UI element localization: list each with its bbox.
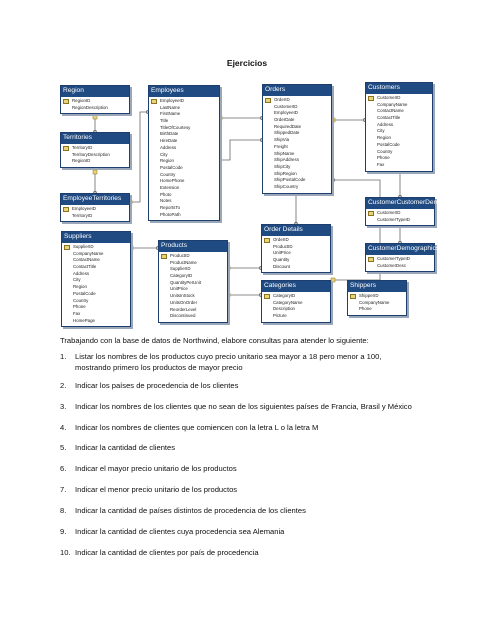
table-field bbox=[62, 244, 130, 251]
field-name: ReorderLevel bbox=[170, 306, 197, 312]
field-name: CompanyName bbox=[359, 299, 390, 305]
table-field bbox=[159, 286, 227, 293]
table-field bbox=[263, 157, 331, 164]
field-name: CustomerTypeID bbox=[377, 216, 410, 222]
field-name: RegionID bbox=[72, 158, 91, 164]
field-name: Picture bbox=[273, 313, 287, 319]
field-name: UnitPrice bbox=[273, 250, 291, 256]
exercise-text-line: Indicar los países de procedencia de los clientes bbox=[75, 381, 239, 390]
table-field bbox=[62, 284, 130, 291]
exercise-number: 7. bbox=[60, 485, 67, 494]
key-icon bbox=[264, 238, 270, 243]
table-field bbox=[262, 257, 330, 264]
field-name: HomePage bbox=[73, 317, 95, 323]
table-field bbox=[263, 110, 331, 117]
table-field bbox=[159, 300, 227, 307]
table-field bbox=[262, 250, 330, 257]
table-field bbox=[149, 178, 219, 185]
field-name: CategoryName bbox=[273, 299, 303, 305]
table-field bbox=[262, 300, 330, 307]
table-field bbox=[62, 311, 130, 318]
exercise-text bbox=[75, 485, 480, 496]
field-name: EmployeeID bbox=[160, 98, 184, 103]
table-customerdemographics bbox=[365, 243, 440, 272]
field-name: Phone bbox=[359, 306, 372, 312]
key-icon bbox=[368, 257, 374, 262]
field-name: PhotoPath bbox=[160, 211, 181, 217]
table-field bbox=[263, 184, 331, 191]
field-name: OrderID bbox=[273, 237, 289, 242]
field-name: LastName bbox=[160, 104, 181, 110]
field-name: TerritoryID bbox=[72, 212, 93, 218]
key-icon bbox=[63, 99, 69, 104]
table-field bbox=[263, 97, 331, 104]
table-field bbox=[366, 108, 432, 115]
field-name: Discount bbox=[273, 263, 291, 269]
field-name: Notes bbox=[160, 198, 172, 204]
table-title: Order Details bbox=[262, 225, 330, 236]
table-field bbox=[366, 102, 432, 109]
exercise-text bbox=[75, 506, 480, 517]
field-name: ContactTitle bbox=[377, 115, 401, 121]
table-field bbox=[62, 277, 130, 284]
field-name: UnitPrice bbox=[170, 286, 188, 292]
exercise-text-line: Listar los nombres de los productos cuyo precio unitario sea mayor a 18 pero menor a 100, bbox=[75, 352, 382, 361]
table-field bbox=[263, 164, 331, 171]
table-field bbox=[149, 98, 219, 105]
exercise-text-line: Indicar los nombres de clientes que comiencen con la letra L o la letra M bbox=[75, 423, 319, 432]
exercise-number: 10. bbox=[60, 548, 71, 557]
field-name: Address bbox=[377, 121, 394, 127]
exercise-number: 4. bbox=[60, 423, 67, 432]
table-order-details bbox=[261, 224, 331, 273]
table-field bbox=[149, 172, 219, 179]
exercise-number: 3. bbox=[60, 402, 67, 411]
field-name: ShipRegion bbox=[274, 170, 297, 176]
field-name: Region bbox=[160, 158, 174, 164]
exercise-number: 6. bbox=[60, 464, 67, 473]
field-name: UnitsInStock bbox=[170, 293, 195, 299]
field-name: ShipName bbox=[274, 150, 295, 156]
key-icon bbox=[350, 294, 356, 299]
field-name: CustomerTypeID bbox=[377, 256, 410, 261]
table-title: Customers bbox=[366, 83, 432, 94]
relationship-line bbox=[130, 112, 148, 202]
exercise-text-line: Indicar la cantidad de países distintos de procedencia de los clientes bbox=[75, 506, 306, 515]
table-field bbox=[62, 318, 130, 325]
field-name: CompanyName bbox=[73, 250, 104, 256]
table-field bbox=[366, 142, 432, 149]
table-field bbox=[149, 198, 219, 205]
table-field bbox=[366, 95, 432, 102]
field-name: OrderID bbox=[274, 97, 290, 102]
field-name: HomePhone bbox=[160, 178, 185, 184]
field-name: QuantityPerUnit bbox=[170, 279, 201, 285]
table-field bbox=[61, 158, 129, 165]
field-name: CustomerID bbox=[377, 95, 401, 100]
field-name: Country bbox=[73, 297, 89, 303]
table-field bbox=[366, 217, 434, 224]
field-name: ShippedDate bbox=[274, 130, 300, 136]
table-field bbox=[348, 293, 406, 300]
table-title: Employees bbox=[149, 86, 219, 97]
table-field bbox=[149, 118, 219, 125]
field-name: Address bbox=[73, 270, 90, 276]
exercise-number: 2. bbox=[60, 381, 67, 390]
table-field bbox=[366, 122, 432, 129]
key-end-icon bbox=[93, 170, 97, 174]
table-title: Territories bbox=[61, 133, 129, 144]
table-field bbox=[149, 212, 219, 219]
table-field bbox=[62, 257, 130, 264]
field-name: CustomerDesc bbox=[377, 262, 407, 268]
table-field bbox=[149, 158, 219, 165]
exercise-text-line: Indicar el mayor precio unitario de los productos bbox=[75, 464, 237, 473]
table-field bbox=[159, 293, 227, 300]
field-name: ProductID bbox=[170, 253, 190, 258]
field-name: ProductName bbox=[170, 259, 197, 265]
field-name: FirstName bbox=[160, 111, 181, 117]
field-name: ShipperID bbox=[359, 293, 379, 298]
field-name: BirthDate bbox=[160, 131, 179, 137]
table-customercustomerdemo bbox=[365, 197, 443, 226]
table-field bbox=[366, 135, 432, 142]
table-title: CustomerCustomerDemo bbox=[366, 198, 434, 209]
exercise-text bbox=[75, 423, 480, 434]
table-customers bbox=[365, 82, 433, 172]
field-name: Region bbox=[73, 284, 87, 290]
table-field bbox=[159, 253, 227, 260]
field-name: CustomerID bbox=[274, 103, 298, 109]
key-icon bbox=[265, 98, 271, 103]
field-name: Fax bbox=[377, 161, 385, 167]
exercise-text-line: Indicar la cantidad de clientes cuya procedencia sea Alemania bbox=[75, 527, 285, 536]
field-name: CustomerID bbox=[377, 210, 401, 215]
table-field bbox=[149, 192, 219, 199]
exercise-text bbox=[75, 527, 480, 538]
table-field bbox=[262, 313, 330, 320]
table-employees bbox=[148, 85, 220, 221]
table-field bbox=[61, 213, 129, 220]
table-field bbox=[348, 306, 406, 313]
table-field bbox=[61, 152, 129, 159]
exercise-number: 1. bbox=[60, 352, 67, 361]
table-field bbox=[263, 171, 331, 178]
table-field bbox=[263, 137, 331, 144]
table-field bbox=[61, 145, 129, 152]
table-field bbox=[348, 300, 406, 307]
exercise-number: 8. bbox=[60, 506, 67, 515]
page-title: Ejercicios bbox=[226, 58, 268, 68]
exercise-text-line: Indicar el menor precio unitario de los productos bbox=[75, 485, 238, 494]
table-field bbox=[62, 251, 130, 258]
key-end-icon bbox=[93, 115, 97, 119]
table-field bbox=[159, 307, 227, 314]
exercise-text bbox=[75, 402, 480, 413]
exercise-text-line: Indicar la cantidad de clientes bbox=[75, 443, 176, 452]
field-name: ShipVia bbox=[274, 137, 290, 143]
exercise-number: 5. bbox=[60, 443, 67, 452]
table-region bbox=[60, 85, 130, 114]
table-title: Categories bbox=[262, 281, 330, 292]
table-field bbox=[366, 128, 432, 135]
table-title: Region bbox=[61, 86, 129, 97]
table-field bbox=[262, 264, 330, 271]
field-name: Quantity bbox=[273, 257, 290, 263]
table-title: Shippers bbox=[348, 281, 406, 292]
field-name: City bbox=[377, 128, 385, 134]
field-name: City bbox=[160, 151, 168, 157]
table-field bbox=[159, 280, 227, 287]
table-field bbox=[149, 111, 219, 118]
table-field bbox=[149, 125, 219, 132]
table-field bbox=[149, 138, 219, 145]
field-name: ShipCity bbox=[274, 163, 291, 169]
table-field bbox=[159, 313, 227, 320]
key-icon bbox=[63, 207, 69, 212]
table-field bbox=[262, 293, 330, 300]
table-field bbox=[62, 271, 130, 278]
exercise-text bbox=[75, 352, 480, 373]
field-name: PostalCode bbox=[377, 141, 400, 147]
field-name: ProductID bbox=[273, 243, 293, 249]
table-field bbox=[61, 206, 129, 213]
exercise-number: 9. bbox=[60, 527, 67, 536]
field-name: Description bbox=[273, 306, 295, 312]
field-name: Phone bbox=[377, 155, 390, 161]
key-end-icon bbox=[331, 278, 335, 282]
table-field bbox=[263, 130, 331, 137]
field-name: ContactTitle bbox=[73, 264, 97, 270]
table-field bbox=[366, 263, 434, 270]
table-field bbox=[159, 260, 227, 267]
field-name: Freight bbox=[274, 143, 288, 149]
key-icon bbox=[368, 211, 374, 216]
field-name: Discontinued bbox=[170, 313, 196, 319]
field-name: CompanyName bbox=[377, 101, 408, 107]
table-field bbox=[61, 105, 129, 112]
field-name: TitleOfCourtesy bbox=[160, 124, 191, 130]
field-name: ShipPostalCode bbox=[274, 177, 306, 183]
field-name: PostalCode bbox=[160, 164, 183, 170]
table-field bbox=[149, 145, 219, 152]
field-name: Fax bbox=[73, 310, 81, 316]
exercise-text bbox=[75, 381, 480, 392]
table-field bbox=[263, 104, 331, 111]
table-field bbox=[262, 306, 330, 313]
table-field bbox=[62, 264, 130, 271]
field-name: Country bbox=[377, 148, 393, 154]
exercise-text bbox=[75, 464, 480, 475]
key-icon bbox=[161, 254, 167, 259]
table-field bbox=[149, 131, 219, 138]
table-title: Products bbox=[159, 241, 227, 252]
table-territories bbox=[60, 132, 130, 168]
table-field bbox=[263, 151, 331, 158]
table-field bbox=[366, 115, 432, 122]
field-name: UnitsOnOrder bbox=[170, 299, 198, 305]
field-name: SupplierID bbox=[73, 244, 94, 249]
table-field bbox=[149, 185, 219, 192]
field-name: RegionID bbox=[72, 98, 91, 103]
table-field bbox=[149, 105, 219, 112]
exercise-text-line: mostrando primero los productos de mayor precio bbox=[75, 362, 243, 372]
key-icon bbox=[264, 294, 270, 299]
field-name: HireDate bbox=[160, 138, 178, 144]
table-field bbox=[262, 244, 330, 251]
field-name: ContactName bbox=[377, 108, 404, 114]
field-name: Photo bbox=[160, 191, 172, 197]
table-employeeterritories bbox=[60, 193, 130, 222]
field-name: Region bbox=[377, 135, 391, 141]
table-orders bbox=[262, 84, 332, 194]
table-title: EmployeeTerritories bbox=[61, 194, 129, 205]
field-name: Address bbox=[160, 144, 177, 150]
table-field bbox=[62, 298, 130, 305]
field-name: CategoryID bbox=[273, 293, 296, 298]
table-field bbox=[149, 152, 219, 159]
table-title: CustomerDemographics bbox=[366, 244, 434, 255]
key-icon bbox=[63, 146, 69, 151]
table-field bbox=[366, 149, 432, 156]
field-name: RegionDescription bbox=[72, 104, 108, 110]
field-name: ShipAddress bbox=[274, 157, 299, 163]
field-name: ContactName bbox=[73, 257, 100, 263]
table-field bbox=[262, 237, 330, 244]
exercise-text-line: Indicar la cantidad de clientes por país de procedencia bbox=[75, 548, 259, 557]
key-icon bbox=[64, 245, 70, 250]
table-field bbox=[366, 155, 432, 162]
table-categories bbox=[261, 280, 331, 323]
field-name: Title bbox=[160, 118, 169, 124]
table-field bbox=[159, 266, 227, 273]
exercise-text-line: Indicar los nombres de los clientes que no sean de los siguientes países de Francia, Brasil y México bbox=[75, 402, 412, 411]
key-icon bbox=[151, 99, 157, 104]
field-name: ReportsTo bbox=[160, 205, 181, 210]
table-field bbox=[366, 256, 434, 263]
field-name: City bbox=[73, 277, 81, 283]
field-name: RequiredDate bbox=[274, 123, 302, 129]
field-name: ShipCountry bbox=[274, 183, 299, 189]
field-name: Extension bbox=[160, 184, 180, 190]
field-name: CategoryID bbox=[170, 273, 193, 279]
table-title: Suppliers bbox=[62, 232, 130, 243]
field-name: Phone bbox=[73, 304, 86, 310]
table-field bbox=[159, 273, 227, 280]
field-name: EmployeeID bbox=[274, 110, 298, 116]
table-field bbox=[366, 210, 434, 217]
table-field bbox=[263, 117, 331, 124]
exercise-text bbox=[75, 548, 480, 559]
field-name: PostalCode bbox=[73, 290, 96, 296]
table-field bbox=[366, 162, 432, 169]
table-title: Orders bbox=[263, 85, 331, 96]
table-shippers bbox=[347, 280, 407, 316]
table-suppliers bbox=[61, 231, 131, 327]
table-field bbox=[149, 205, 219, 212]
key-icon bbox=[368, 96, 374, 101]
field-name: TerritoryDescription bbox=[72, 151, 110, 157]
intro-text: Trabajando con la base de datos de Northwind, elabore consultas para atender lo siguiente: bbox=[60, 336, 369, 345]
field-name: TerritoryID bbox=[72, 145, 93, 150]
table-products bbox=[158, 240, 228, 323]
field-name: OrderDate bbox=[274, 117, 295, 123]
table-field bbox=[263, 124, 331, 131]
table-field bbox=[62, 304, 130, 311]
exercise-text bbox=[75, 443, 480, 454]
table-field bbox=[61, 98, 129, 105]
table-field bbox=[149, 165, 219, 172]
field-name: SupplierID bbox=[170, 266, 191, 272]
field-name: EmployeeID bbox=[72, 206, 96, 211]
field-name: Country bbox=[160, 171, 176, 177]
table-field bbox=[263, 177, 331, 184]
table-field bbox=[62, 291, 130, 298]
table-field bbox=[263, 144, 331, 151]
